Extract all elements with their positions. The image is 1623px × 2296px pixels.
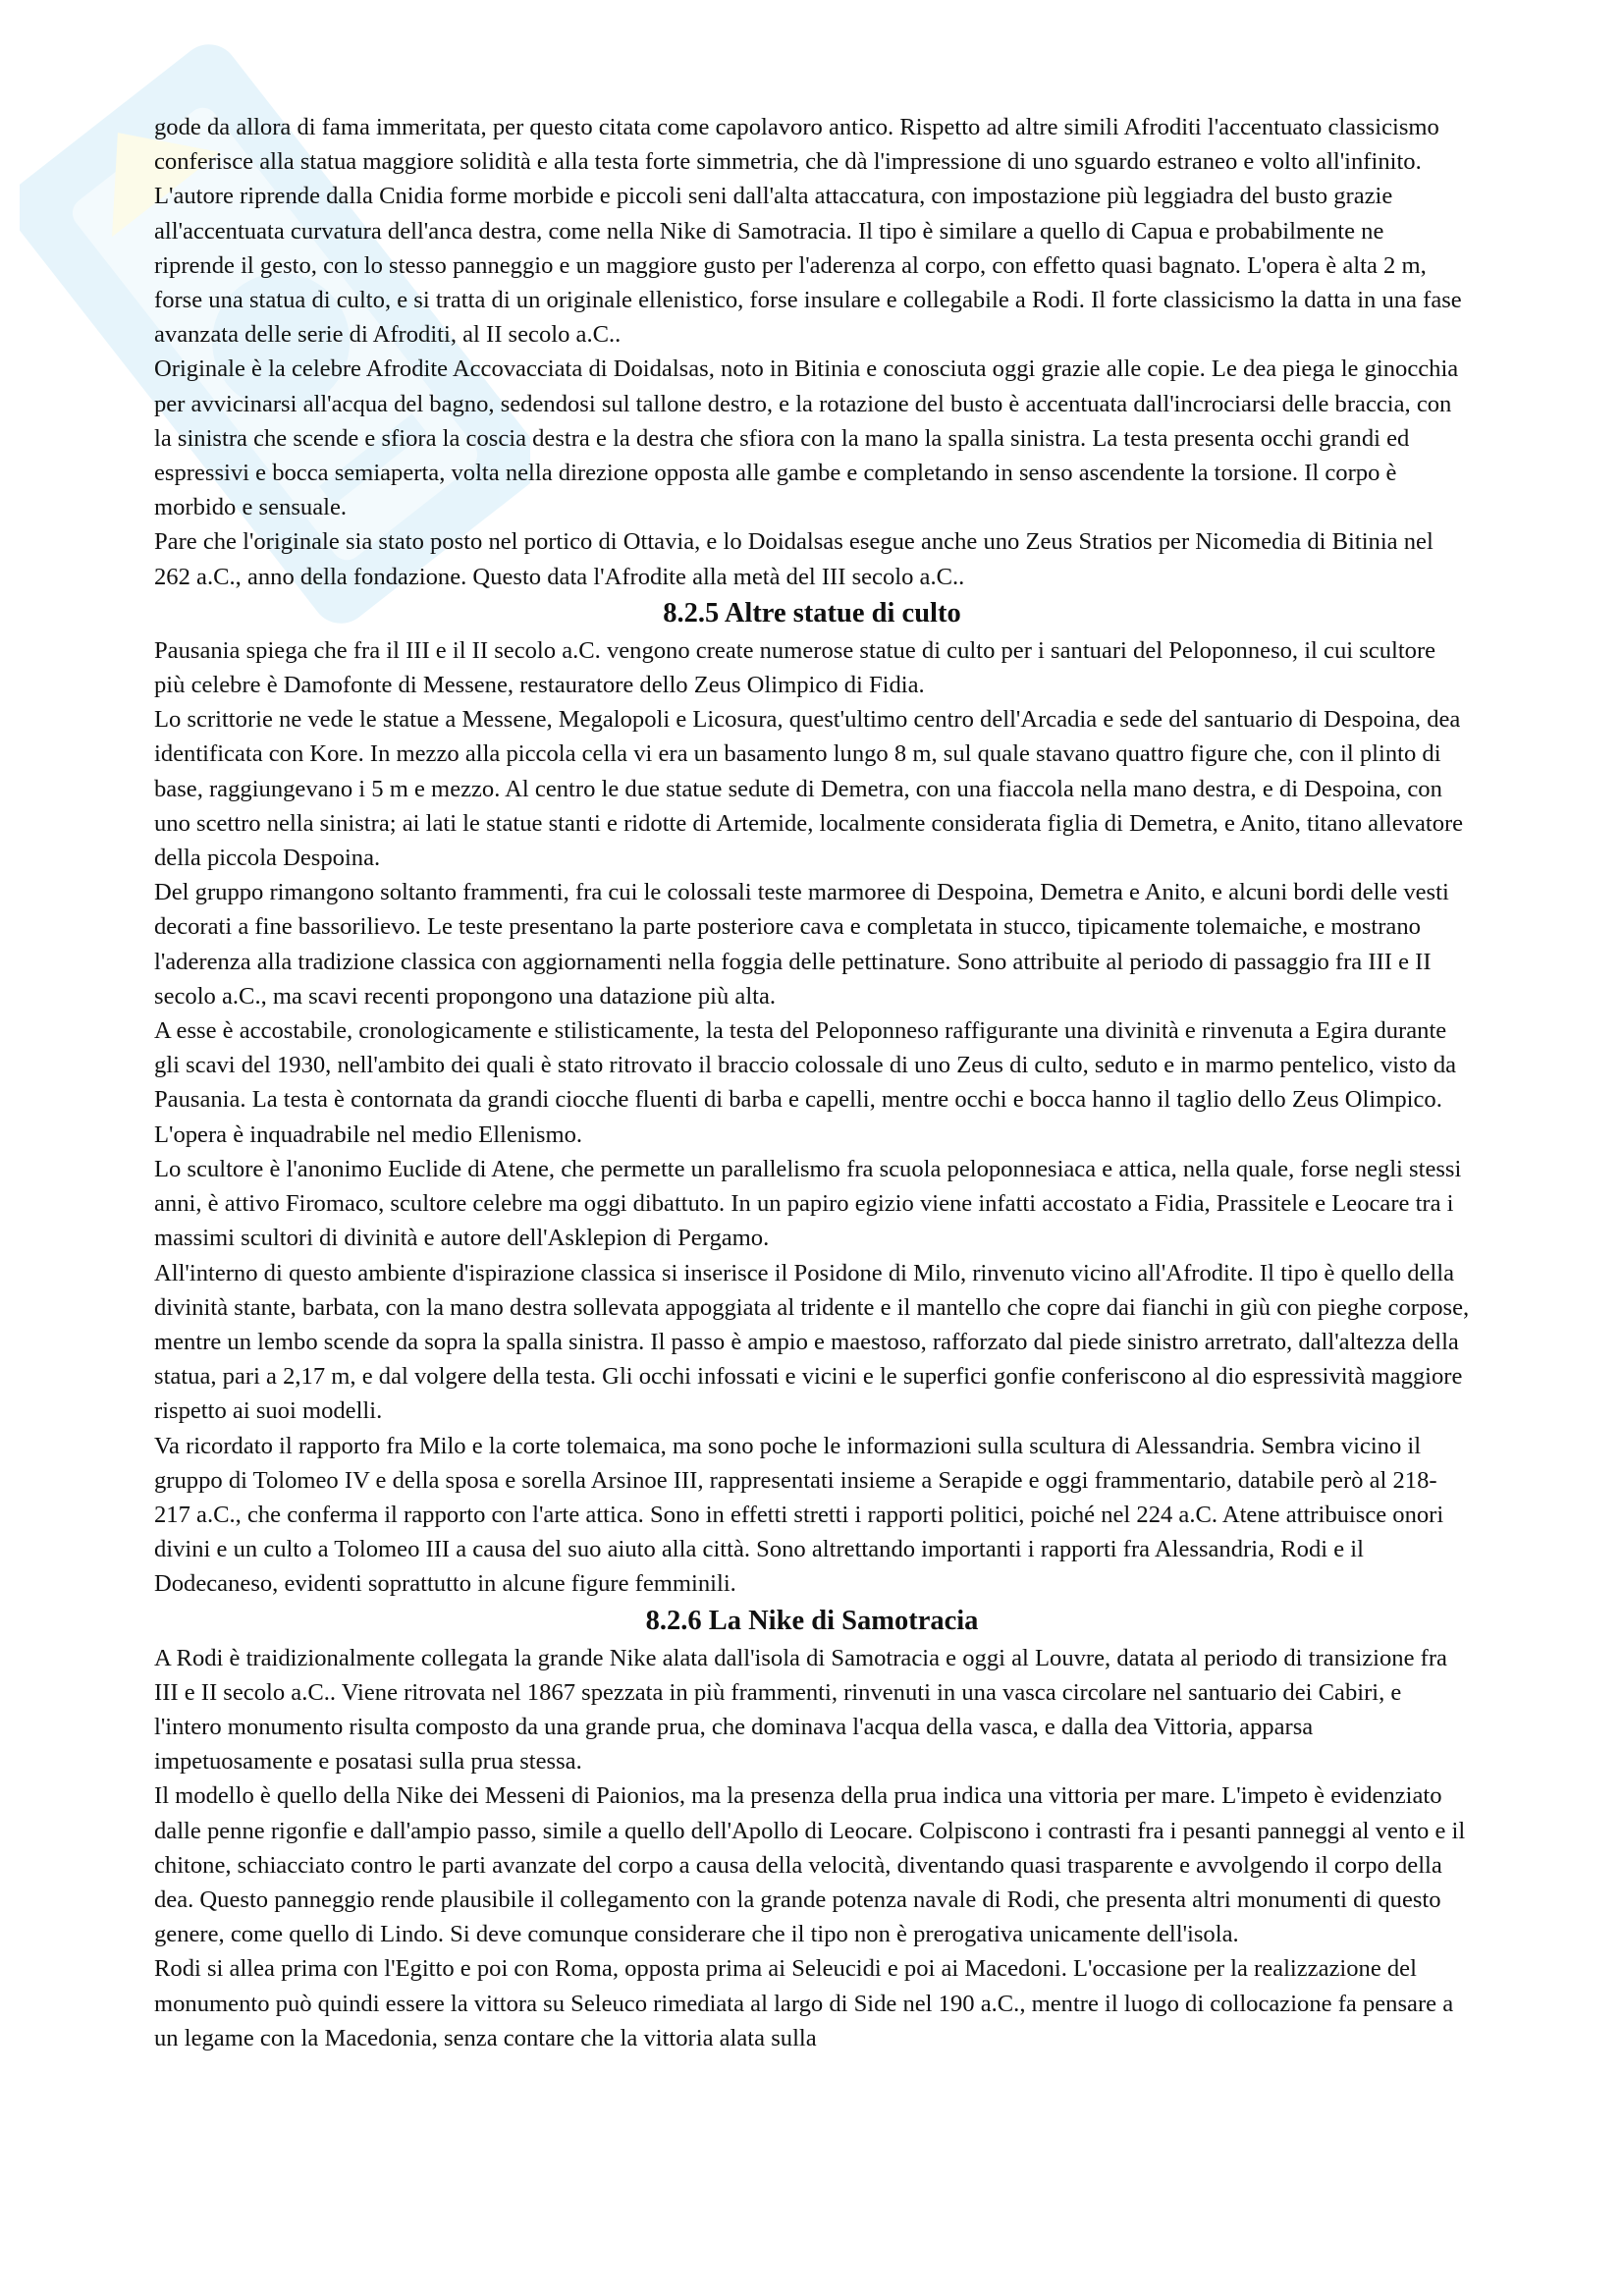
paragraph: Va ricordato il rapporto fra Milo e la corte tolemaica, ma sono poche le informazioni sulla scultura di Alessandria. Sembra vicino il gruppo di Tolomeo IV e della sposa e sorella Arsinoe III, rappresentati insieme a Serapide e oggi frammentario, databile però al 218-217 a.C., che conferma il rapporto con l'arte attica. Sono in effetti stretti i rapporti politici, poiché nel 224 a.C. Atene attribuisce onori divini e un culto a Tolomeo III a causa del suo aiuto alla città. Sono altrettando importanti i rapporti fra Alessandria, Rodi e il Dodecaneso, evidenti soprattutto in alcune figure femminili. xyxy=(154,1432,1444,1598)
paragraph: A Rodi è traidizionalmente collegata la grande Nike alata dall'isola di Samotracia e oggi al Louvre, datata al periodo di transizione fra III e II secolo a.C.. Viene ritrovata nel 1867 spezzata in più frammenti, rinvenuti in una vasca circolare nel santuario dei Cabiri, e l'intero monumento risulta composto da una grande prua, che dominava l'acqua della vasca, e dalla dea Vittoria, apparsa impetuosamente e posatasi sulla prua stessa. xyxy=(154,1644,1447,1776)
paragraph: Rodi si allea prima con l'Egitto e poi con Roma, opposta prima ai Seleucidi e poi ai Macedoni. L'occasione per la realizzazione del monumento può quindi essere la vittora su Seleuco rimediata al largo di Side nel 190 a.C., mentre il luogo di collocazione fa pensare a un legame con la Macedonia, senza contare che la vittoria alata sulla xyxy=(154,1955,1454,2051)
paragraph: Originale è la celebre Afrodite Accovacciata di Doidalsas, noto in Bitinia e conosciuta oggi grazie alle copie. Le dea piega le ginocchia per avvicinarsi all'acqua del bagno, sedendosi sul tallone destro, e la rotazione del busto è accentuata dall'incrociarsi delle braccia, con la sinistra che scende e sfiora la coscia destra e la destra che sfiora con la mano la spalla sinistra. La testa presenta occhi grandi ed espressivi e bocca semiaperta, volta nella direzione opposta alle gambe e completando in senso ascendente la torsione. Il corpo è morbido e sensuale. xyxy=(154,355,1459,521)
section-heading: 8.2.5 Altre statue di culto xyxy=(663,597,961,629)
paragraph: Il modello è quello della Nike dei Messeni di Paionios, ma la presenza della prua indica una vittoria per mare. L'impeto è evidenziato dalle penne rigonfie e dall'ampio passo, simile a quello dell'Apollo di Leocare. Colpiscono i contrasti fra i pesanti panneggi al vento e il chitone, schiacciato contro le parti avanzate del corpo a causa della velocità, diventando quasi trasparente e avvolgendo il corpo della dea. Questo panneggio rende plausibile il collegamento con la grande potenza navale di Rodi, che presenta altri monumenti di questo genere, come quello di Lindo. Si deve comunque considerare che il tipo non è prerogativa unicamente dell'isola. xyxy=(154,1782,1466,1948)
paragraph: Lo scrittorie ne vede le statue a Messene, Megalopoli e Licosura, quest'ultimo centro dell'Arcadia e sede del santuario di Despoina, dea identificata con Kore. In mezzo alla piccola cella vi era un basamento lungo 8 m, sul quale stavano quattro figure che, con il plinto di base, raggiungevano i 5 m e mezzo. Al centro le due statue sedute di Demetra, con una fiaccola nella mano destra, e di Despoina, con uno scettro nella sinistra; ai lati le statue stanti e ridotte di Artemide, localmente considerata figlia di Demetra, e Anito, titano allevatore della piccola Despoina. xyxy=(154,706,1464,872)
paragraph: Pare che l'originale sia stato posto nel portico di Ottavia, e lo Doidalsas esegue anche uno Zeus Stratios per Nicomedia di Bitinia nel 262 a.C., anno della fondazione. Questo data l'Afrodite alla metà del III secolo a.C.. xyxy=(154,528,1434,590)
paragraph: Del gruppo rimangono soltanto frammenti, fra cui le colossali teste marmoree di Despoina, Demetra e Anito, e alcuni bordi delle vesti decorati a fine bassorilievo. Le teste presentano la parte posteriore cava e completata in stucco, tipicamente tolemaiche, e mostrano l'aderenza alla tradizione classica con aggiornamenti nella foggia delle pettinature. Sono attribuite al periodo di passaggio fra III e II secolo a.C., ma scavi recenti propongono una datazione più alta. xyxy=(154,879,1449,1010)
paragraph: gode da allora di fama immeritata, per questo citata come capolavoro antico. Rispetto ad altre simili Afroditi l'accentuato classicismo conferisce alla statua maggiore solidità e alla testa forte simmetria, che dà l'impressione di uno sguardo estraneo e volto all'infinito. L'autore riprende dalla Cnidia forme morbide e piccoli seni dall'alta attaccatura, con impostazione più leggiadra del busto grazie all'accentuata curvatura dell'anca destra, come nella Nike di Samotracia. Il tipo è similare a quello di Capua e probabilmente ne riprende il gesto, con lo stesso panneggio e un maggiore gusto per l'aderenza al corpo, con effetto quasi bagnato. L'opera è alta 2 m, forse una statua di culto, e si tratta di un originale ellenistico, forse insulare e collegabile a Rodi. Il forte classicismo la datta in una fase avanzata delle serie di Afroditi, al II secolo a.C.. xyxy=(154,114,1462,349)
paragraph: A esse è accostabile, cronologicamente e stilisticamente, la testa del Peloponneso raffigurante una divinità e rinvenuta a Egira durante gli scavi del 1930, nell'ambito dei quali è stato ritrovato il braccio colossale di uno Zeus di culto, seduto e in marmo pentelico, visto da Pausania. La testa è contornata da grandi ciocche fluenti di barba e capelli, mentre occhi e bocca hanno il taglio dello Zeus Olimpico. L'opera è inquadrabile nel medio Ellenismo. xyxy=(154,1017,1457,1148)
paragraph: All'interno di questo ambiente d'ispirazione classica si inserisce il Posidone di Milo, rinvenuto vicino all'Afrodite. Il tipo è quello della divinità stante, barbata, con la mano destra sollevata appoggiata al tridente e il mantello che copre dai fianchi in giù con pieghe corpose, mentre un lembo scende da sopra la spalla sinistra. Il passo è ampio e maestoso, rafforzato dal piede sinistro arretrato, dall'altezza della statua, pari a 2,17 m, e dal volgere della testa. Gli occhi infossati e vicini e le superfici gonfie conferiscono al dio espressività maggiore rispetto ai suoi modelli. xyxy=(154,1259,1470,1425)
paragraph: Pausania spiega che fra il III e il II secolo a.C. vengono create numerose statue di culto per i santuari del Peloponneso, il cui scultore più celebre è Damofonte di Messene, restauratore dello Zeus Olimpico di Fidia. xyxy=(154,636,1436,699)
document-body xyxy=(154,110,1470,2055)
paragraph: Lo scultore è l'anonimo Euclide di Atene, che permette un parallelismo fra scuola peloponnesiaca e attica, nella quale, forse negli stessi anni, è attivo Firomaco, scultore celebre ma oggi dibattuto. In un papiro egizio viene infatti accostato a Fidia, Prassitele e Leocare tra i massimi scultori di divinità e autore dell'Asklepion di Pergamo. xyxy=(154,1155,1462,1252)
section-heading: 8.2.6 La Nike di Samotracia xyxy=(645,1605,979,1636)
